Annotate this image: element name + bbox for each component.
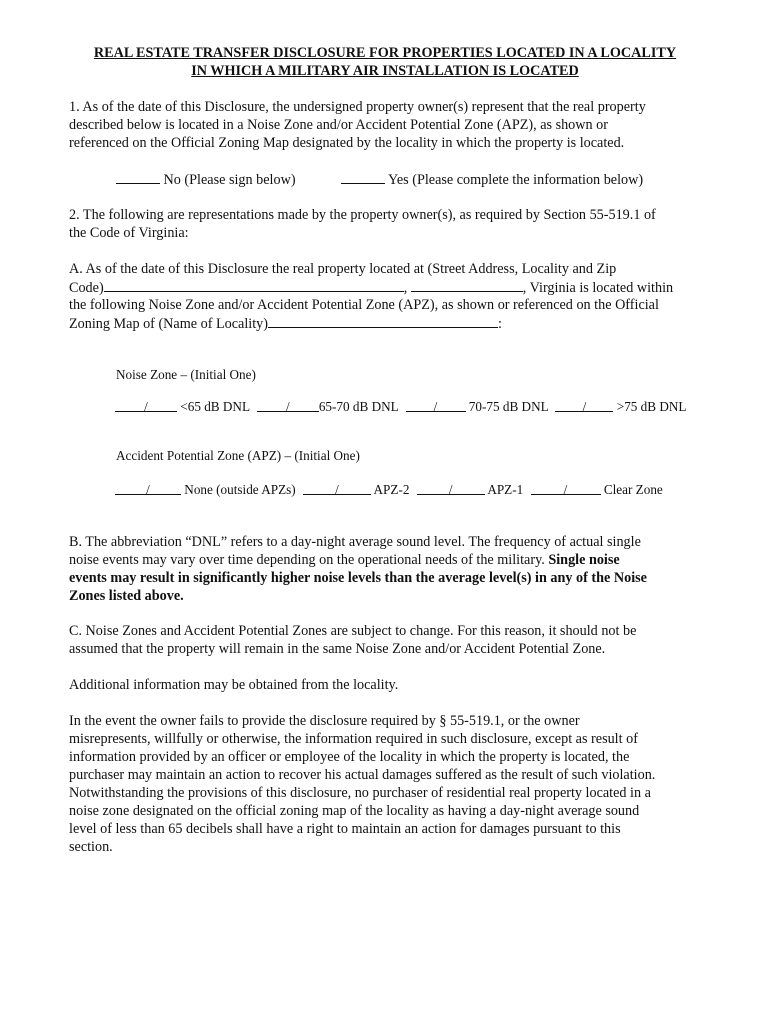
locality-name-blank[interactable] (268, 314, 498, 328)
noise-initial-blank[interactable]: / (257, 398, 319, 412)
section-a-text: the following Noise Zone and/or Accident Potential Zone (APZ), as shown or referenced on the Official (69, 297, 659, 313)
apz-initial-blank[interactable]: / (417, 481, 485, 495)
noise-initial-blank[interactable]: / (555, 398, 613, 412)
no-option-label: No (Please sign below) (163, 172, 296, 188)
noise-initial-blank[interactable]: / (406, 398, 466, 412)
section-1-text: referenced on the Official Zoning Map designated by the locality in which the property is located. (69, 135, 625, 151)
apz-heading: Accident Potential Zone (APZ) – (Initial One) (116, 448, 360, 463)
section-a-address-line: Code) , , Virginia is located within (69, 280, 674, 296)
section-1-text: 1. As of the date of this Disclosure, the undersigned property owner(s) represent that the real property (69, 99, 646, 115)
final-paragraph-line: misrepresents, willfully or otherwise, the information required in such disclosure, except as result of (69, 731, 638, 747)
section-2-text: the Code of Virginia: (69, 225, 189, 241)
virginia-label: , Virginia is located within (522, 280, 674, 296)
final-paragraph-line: noise zone designated on the official zoning map of the locality as having a day-night average sound (69, 803, 640, 819)
section-b-text: B. The abbreviation “DNL” refers to a day-night average sound level. The frequency of actual single (69, 534, 641, 550)
apz-option-apz1: APZ-1 (487, 482, 524, 497)
street-address-blank[interactable] (104, 278, 404, 292)
section-b-bold-text: Zones listed above. (69, 588, 184, 604)
final-paragraph-line: Notwithstanding the provisions of this disclosure, no purchaser of residential real property located in a (69, 785, 651, 801)
apz-option-clear-zone: Clear Zone (603, 482, 663, 497)
section-b-text (69, 587, 184, 605)
noise-zone-options (115, 398, 686, 416)
yes-initial-blank[interactable] (341, 170, 385, 184)
yes-option (341, 170, 643, 189)
locality-zip-blank[interactable] (411, 278, 523, 292)
yes-option-label: Yes (Please complete the information below) (388, 172, 644, 188)
final-paragraph-line: level of less than 65 decibels shall have a right to maintain an action for damages pursuant to this (69, 821, 621, 837)
apz-initial-blank[interactable]: / (531, 481, 601, 495)
apz-option-apz2: APZ-2 (373, 482, 410, 497)
document-title-line-2: IN WHICH A MILITARY AIR INSTALLATION IS LOCATED (191, 63, 579, 79)
apz-initial-blank[interactable]: / (303, 481, 371, 495)
noise-option-70-75: 70-75 dB DNL (468, 399, 549, 414)
final-paragraph-line: In the event the owner fails to provide the disclosure required by § 55-519.1, or the owner (69, 713, 580, 729)
locality-label: Zoning Map of (Name of Locality) (69, 316, 268, 332)
code-label: Code) (69, 280, 104, 296)
section-b-bold-text: Single noise (548, 552, 620, 568)
no-option (116, 170, 296, 189)
apz-options (115, 481, 663, 499)
section-b-text (69, 569, 647, 587)
section-c-text: assumed that the property will remain in the same Noise Zone and/or Accident Potential Zone. (69, 641, 606, 657)
final-paragraph-line: information provided by an officer or employee of the locality in which the property is located, the (69, 749, 630, 765)
additional-info-text: Additional information may be obtained from the locality. (69, 677, 399, 693)
document-title-line-1: REAL ESTATE TRANSFER DISCLOSURE FOR PROPERTIES LOCATED IN A LOCALITY (93, 45, 677, 61)
section-a-locality-line (69, 314, 502, 333)
section-c-text: C. Noise Zones and Accident Potential Zones are subject to change. For this reason, it should not be (69, 623, 637, 639)
section-a-text: A. As of the date of this Disclosure the real property located at (Street Address, Locality and Zip (69, 261, 617, 277)
noise-option-gt75: >75 dB DNL (616, 399, 687, 414)
no-initial-blank[interactable] (116, 170, 160, 184)
noise-option-65-70: 65-70 dB DNL (318, 399, 399, 414)
apz-option-none: None (outside APZs) (184, 482, 296, 497)
noise-zone-heading: Noise Zone – (Initial One) (116, 367, 256, 382)
colon: : (497, 316, 502, 332)
final-paragraph-line: section. (69, 839, 113, 855)
section-b-bold-text: events may result in significantly higher noise levels than the average level(s) in any of the Noise (69, 570, 647, 586)
section-b-normal-text: noise events may vary over time depending on the operational needs of the military. (69, 552, 549, 568)
apz-initial-blank[interactable]: / (115, 481, 181, 495)
noise-initial-blank[interactable]: / (115, 398, 177, 412)
noise-option-lt65: <65 dB DNL (180, 399, 250, 414)
final-paragraph-line: purchaser may maintain an action to recover his actual damages suffered as the result of such violation. (69, 767, 656, 783)
section-2-text: 2. The following are representations made by the property owner(s), as required by Section 55-519.1 of (69, 207, 656, 223)
section-1-text: described below is located in a Noise Zone and/or Accident Potential Zone (APZ), as shown or (69, 117, 608, 133)
section-b-text (69, 551, 620, 569)
